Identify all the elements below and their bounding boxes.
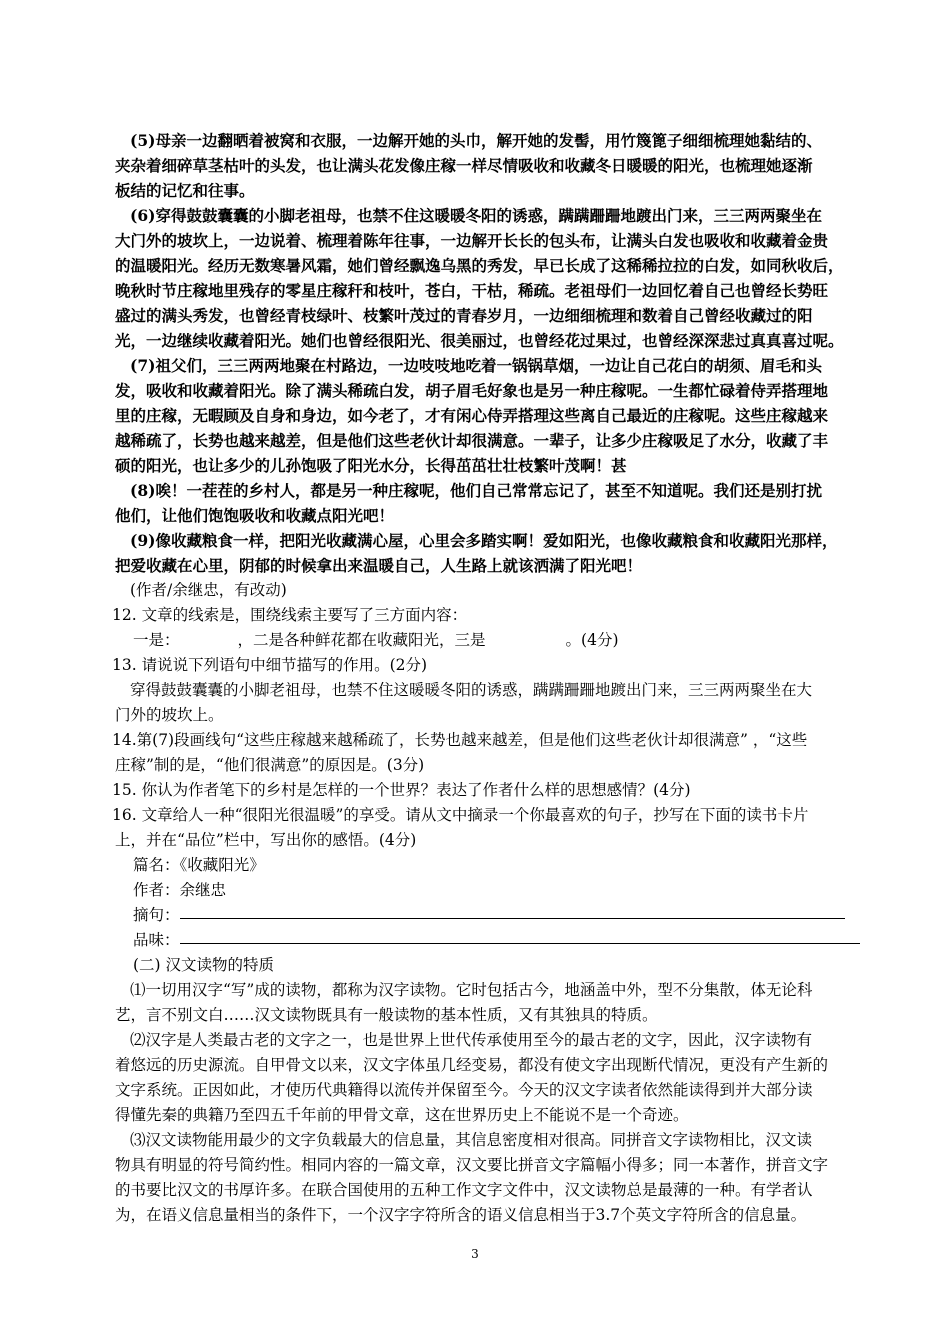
card-reflection-blank[interactable]: [180, 943, 860, 944]
q13-quote-line-1: 穿得鼓鼓囊囊的小脚老祖母，也禁不住这暖暖冬阳的诱惑，蹒蹒跚跚地踱出门来，三三两两聚坐在大: [130, 681, 813, 699]
p6-line-3: 的温暖阳光。经历无数寒暑风霜，她们曾经飘逸乌黑的秀发，早已长成了这稀稀拉拉的白发，如同秋收后，: [115, 256, 844, 275]
card-excerpt-label: 摘句：: [133, 906, 180, 924]
p5-line-3: 板结的记忆和往事。: [115, 181, 255, 200]
card-author: 作者：余继忠: [133, 881, 227, 899]
p8-line-1: (8)唉！一茬茬的乡村人，都是另一种庄稼呢，他们自己常常忘记了，甚至不知道呢。我们还是别打扰: [130, 481, 822, 500]
card-title: 篇名：《收藏阳光》: [133, 856, 265, 874]
author-note: (作者/余继忠，有改动): [130, 581, 287, 599]
q13-quote-line-2: 门外的坡坎上。: [115, 706, 224, 724]
p7-line-3: 里的庄稼，无暇顾及自身和身边，如今老了，才有闲心侍弄搭理这些离自己最近的庄稼呢。这些庄稼越来: [115, 406, 829, 425]
p9-line-1: (9)像收藏粮食一样，把阳光收藏满心屋，心里会多踏实啊！爱如阳光，也像收藏粮食和收藏阳光那样，: [130, 531, 838, 550]
p5-line-1: (5)母亲一边翻晒着被窝和衣服，一边解开她的头巾，解开她的发髻，用竹篾篦子细细梳理她黏结的、: [130, 131, 822, 150]
p2-3-line-3: 的书要比汉文的书厚许多。在联合国使用的五种工作文字文件中，汉文读物总是最薄的一种。有学者认: [115, 1181, 813, 1199]
p5-line-2: 夹杂着细碎草茎枯叶的头发，也让满头花发像庄稼一样尽情吸收和收藏冬日暖暖的阳光，也梳理她逐渐: [115, 156, 813, 175]
question-12-stem: 12. 文章的线索是，围绕线索主要写了三方面内容：: [112, 606, 468, 624]
p6-line-2: 大门外的坡坎上，一边说着、梳理着陈年往事，一边解开长长的包头布，让满头白发也吸收和收藏着金贵: [115, 231, 829, 250]
p7-line-2: 发，吸收和收藏着阳光。除了满头稀疏白发，胡子眉毛好象也是另一种庄稼呢。一生都忙碌着侍弄搭理地: [115, 381, 829, 400]
p2-2-line-4: 得懂先秦的典籍乃至四五千年前的甲骨文章，这在世界历史上不能说不是一个奇迹。: [115, 1106, 689, 1124]
p2-3-line-2: 物具有明显的符号简约性。相同内容的一篇文章，汉文要比拼音文字篇幅小得多；同一本著作，拼音文字: [115, 1156, 829, 1174]
question-12-parts: [133, 628, 883, 653]
question-14-line-1: 14.第(7)段画线句“这些庄稼越来越稀疏了，长势也越来越差，但是他们这些老伙计却很满意” ，“这些: [112, 731, 808, 749]
p2-1-line-2: 艺，言不别文白……汉文读物既具有一般读物的基本性质，又有其独具的特质。: [115, 1006, 658, 1024]
p2-2-line-2: 着悠远的历史源流。自甲骨文以来，汉文字体虽几经变易，都没有使文字出现断代情况，更没有产生新的: [115, 1056, 829, 1074]
p6-line-6: 光，一边继续收藏着阳光。她们也曾经很阳光、很美丽过，也曾经花过果过，也曾经深深悲过真真喜过呢。: [115, 331, 844, 350]
p2-3-line-4: 为，在语义信息量相当的条件下，一个汉字字符所含的语义信息相当于3.7个英文字符所含的信息量。: [115, 1206, 807, 1224]
question-16-line-2: 上，并在“品位”栏中，写出你的感悟。(4分): [115, 831, 417, 849]
passage2-heading: (二) 汉文读物的特质: [133, 956, 275, 974]
card-reflection-label: 品味：: [133, 931, 180, 949]
p7-line-5: 硕的阳光，也让多少的儿孙饱吸了阳光水分，长得茁茁壮壮枝繁叶茂啊！甚: [115, 456, 627, 475]
p2-2-line-1: ⑵汉字是人类最古老的文字之一，也是世界上世代传承使用至今的最古老的文字，因此，汉字读物有: [130, 1031, 813, 1049]
p2-1-line-1: ⑴一切用汉字“写”成的读物，都称为汉字读物。它时包括古今，地涵盖中外，型不分集散，体无论科: [130, 981, 813, 999]
p6-line-5: 盛过的满头秀发，也曾经青枝绿叶、枝繁叶茂过的青春岁月，一边细细梳理和数着自己曾经收藏过的阳: [115, 306, 813, 325]
p7-line-4: 越稀疏了，长势也越来越差，但是他们这些老伙计却很满意。一辈子，让多少庄稼吸足了水分，收藏了丰: [115, 431, 829, 450]
p6-line-1: (6)穿得鼓鼓囊囊的小脚老祖母，也禁不住这暖暖冬阳的诱惑，蹒蹒跚跚地踱出门来，三三两两聚坐在: [130, 206, 822, 225]
card-excerpt-blank[interactable]: [180, 918, 845, 919]
page-number: 3: [471, 1247, 479, 1261]
p6-line-4: 晚秋时节庄稼地里残存的零星庄稼秆和枝叶，苍白，干枯，稀疏。老祖母们一边回忆着自己也曾经长势旺: [115, 281, 829, 300]
p8-line-2: 他们，让他们饱饱吸收和收藏点阳光吧！: [115, 506, 395, 525]
p2-2-line-3: 文字系统。正因如此，才使历代典籍得以流传并保留至今。今天的汉文字读者依然能读得到并大部分读: [115, 1081, 813, 1099]
question-14-line-2: 庄稼”制的是，“他们很满意”的原因是。(3分): [115, 756, 425, 774]
p9-line-2: 把爱收藏在心里，阴郁的时候拿出来温暖自己，人生路上就该洒满了阳光吧！: [115, 556, 643, 575]
question-15: 15. 你认为作者笔下的乡村是怎样的一个世界？表达了作者什么样的思想感情？(4分): [112, 781, 691, 799]
p7-line-1: (7)祖父们，三三两两地聚在村路边，一边吱吱地吃着一锅锅草烟，一边让自己花白的胡须、眉毛和头: [130, 356, 822, 375]
q12-part-1: 一是：: [133, 631, 180, 649]
p2-3-line-1: ⑶汉文读物能用最少的文字负载最大的信息量，其信息密度相对很高。同拼音文字读物相比，汉文读: [130, 1131, 813, 1149]
question-16-line-1: 16. 文章给人一种“很阳光很温暖”的享受。请从文中摘录一个你最喜欢的句子，抄写在下面的读书卡片: [112, 806, 809, 824]
q12-part-2: ，二是各种鲜花都在收藏阳光，三是: [237, 631, 486, 649]
q12-part-3: 。(4分): [565, 631, 619, 649]
question-13-stem: 13. 请说说下列语句中细节描写的作用。(2分): [112, 656, 428, 674]
